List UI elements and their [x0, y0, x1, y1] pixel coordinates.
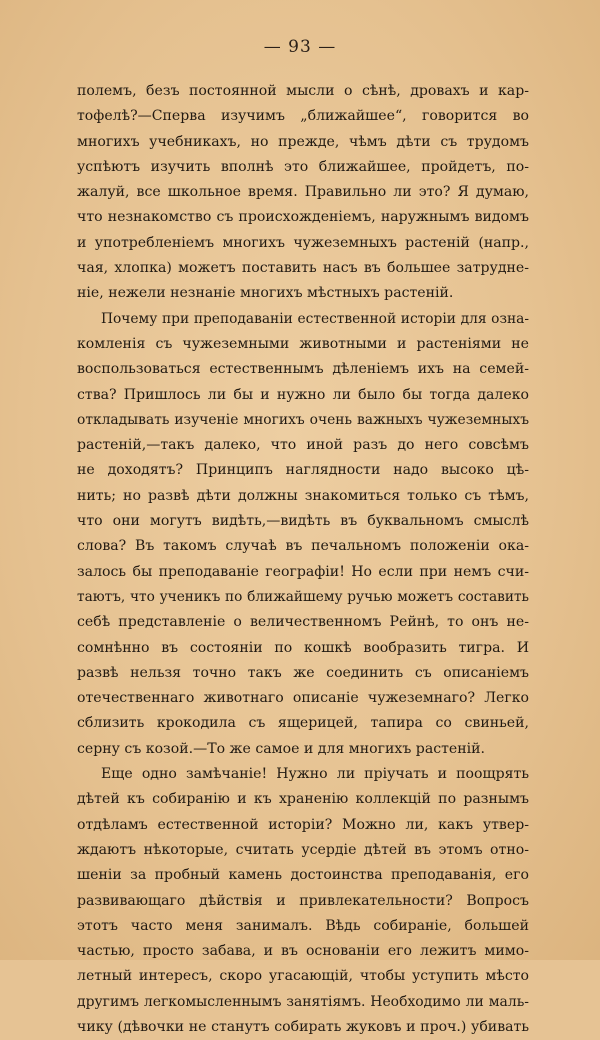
- text-line: другимъ легкомысленнымъ занятіямъ. Необходимо ли маль-: [77, 993, 529, 1010]
- text-line: нить; но развѣ дѣти должны знакомиться только съ тѣмъ,: [77, 487, 529, 504]
- text-line: летный интересъ, скоро угасающій, чтобы уступить мѣсто: [77, 968, 529, 985]
- text-line: серну съ козой.—То же самое и для многихъ растеній.: [77, 740, 486, 757]
- page-text: [77, 79, 529, 1040]
- text-line: отдѣламъ естественной исторіи? Можно ли, какъ утвер-: [77, 816, 529, 833]
- text-line: чику (дѣвочки не станутъ собирать жуковъ и проч.) убивать: [77, 1018, 529, 1035]
- text-line: полемъ, безъ постоянной мысли о сѣнѣ, дровахъ и кар-: [77, 83, 529, 99]
- text-line: развивающаго дѣйствія и привлекательности? Вопросъ: [77, 892, 529, 909]
- text-line: этотъ часто меня занималъ. Вѣдь собираніе, большей: [77, 917, 529, 934]
- text-line: Еще одно замѣчаніе! Нужно ли пріучать и поощрять: [101, 766, 529, 783]
- text-line: воспользоваться естественнымъ дѣленіемъ ихъ на семей-: [77, 361, 529, 378]
- text-line: чая, хлопка) можетъ поставить насъ въ большее затрудне-: [77, 260, 529, 277]
- text-line: тофелѣ?—Сперва изучимъ „ближайшее“, говорится во: [77, 108, 529, 125]
- text-line: многихъ учебникахъ, но прежде, чѣмъ дѣти съ трудомъ: [77, 133, 529, 150]
- text-line: ніе, нежели незнаніе многихъ мѣстныхъ растеній.: [77, 285, 454, 302]
- text-line: частью, просто забава, и въ основаніи его лежитъ мимо-: [77, 943, 529, 960]
- text-line: ждаютъ нѣкоторые, считать усердіе дѣтей въ этомъ отно-: [77, 841, 529, 858]
- text-line: и употребленіемъ многихъ чужеземныхъ растеній (напр.,: [77, 234, 529, 251]
- text-line: слова? Въ такомъ случаѣ въ печальномъ положеніи ока-: [77, 538, 529, 555]
- text-line: откладывать изученіе многихъ очень важныхъ чужеземныхъ: [77, 411, 529, 428]
- text-line: себѣ представленіе о величественномъ Рейнѣ, то онъ не-: [77, 614, 529, 631]
- text-line: таютъ, что ученикъ по ближайшему ручью можетъ составить: [77, 588, 529, 605]
- page-number: — 93 —: [263, 37, 337, 57]
- text-line: Почему при преподаваніи естественной исторіи для озна-: [101, 310, 529, 327]
- text-line: сомнѣнно въ состояніи по кошкѣ вообразить тигра. И: [77, 639, 529, 656]
- text-line: не доходятъ? Принципъ наглядности надо высоко цѣ-: [77, 462, 529, 479]
- text-line: жалуй, все школьное время. Правильно ли это? Я думаю,: [77, 184, 529, 201]
- text-line: растеній,—такъ далеко, что иной разъ до него совсѣмъ: [77, 437, 529, 454]
- text-line: отечественнаго животнаго описаніе чужеземнаго? Легко: [77, 690, 529, 707]
- text-line: шеніи за пробный камень достоинства преподаванія, его: [77, 867, 529, 884]
- text-line: комленія съ чужеземными животными и растеніями не: [77, 335, 529, 352]
- text-line: сблизить крокодила съ ящерицей, тапира со свиньей,: [77, 715, 529, 732]
- text-line: что незнакомство съ происхожденіемъ, наружнымъ видомъ: [77, 209, 529, 226]
- text-line: развѣ нельзя точно такъ же соединить съ описаніемъ: [77, 664, 529, 681]
- text-line: ства? Пришлось ли бы и нужно ли было бы тогда далеко: [77, 386, 529, 403]
- text-line: залось бы преподаваніе географіи! Но если при немъ счи-: [77, 563, 529, 580]
- text-line: успѣютъ изучить вполнѣ это ближайшее, пройдетъ, по-: [77, 158, 529, 175]
- text-line: дѣтей къ собиранію и къ храненію коллекцій по разнымъ: [77, 791, 529, 808]
- text-line: что они могутъ видѣть,—видѣть въ буквальномъ смыслѣ: [77, 513, 529, 530]
